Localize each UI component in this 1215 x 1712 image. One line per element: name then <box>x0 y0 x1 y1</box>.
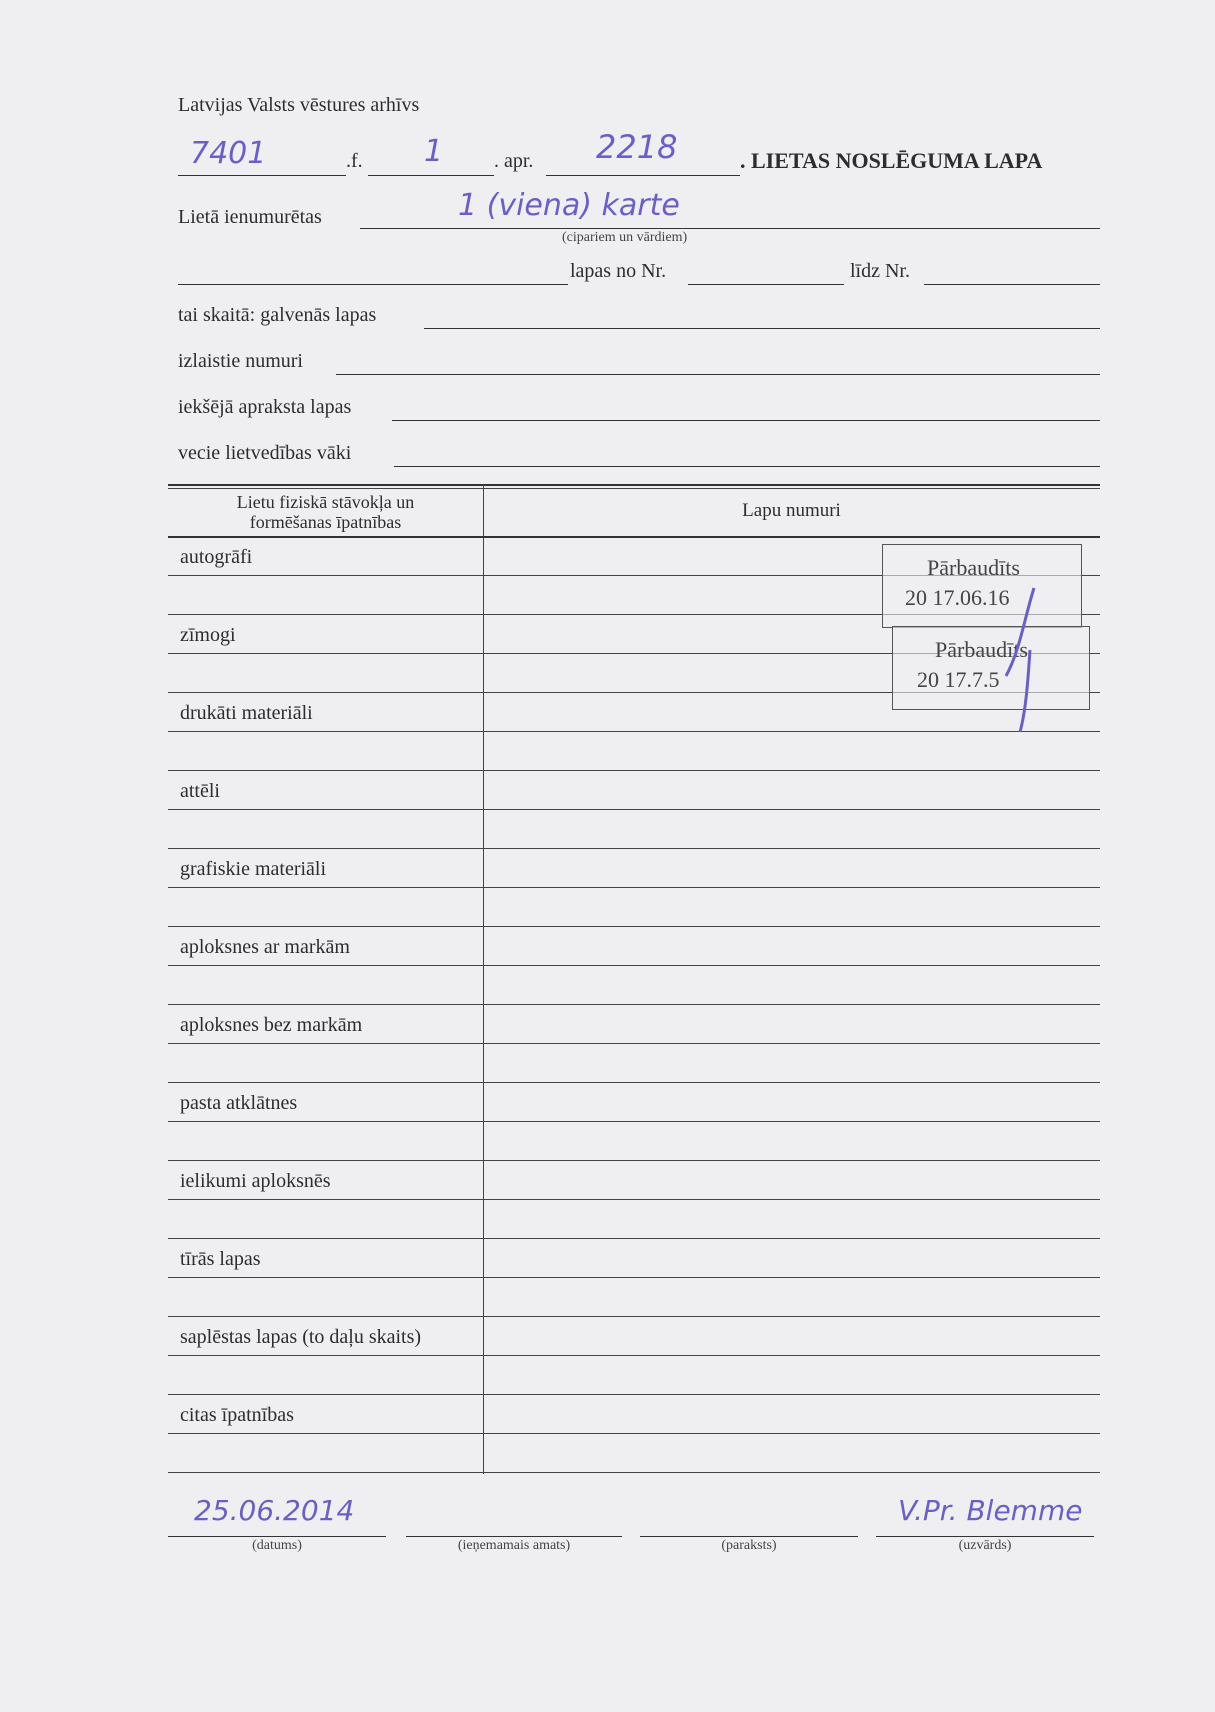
opis-handwritten: 1 <box>424 134 444 169</box>
surname-label: (uzvārds) <box>958 1538 1012 1553</box>
table-top-border <box>168 484 1100 486</box>
archive-name: Latvijas Valsts vēstures arhīvs <box>178 94 420 116</box>
table-row-line <box>168 1043 1100 1044</box>
inner-desc-label: iekšējā apraksta lapas <box>178 396 352 418</box>
position-line <box>406 1536 622 1537</box>
skipped-label: izlaistie numuri <box>178 350 303 372</box>
stamp-1-title: Pārbaudīts <box>927 555 1020 580</box>
table-row-line <box>168 1199 1100 1200</box>
table-row-label: drukāti materiāli <box>180 702 313 724</box>
case-line <box>546 175 740 176</box>
numbered-hint: (cipariem un vārdiem) <box>562 230 688 245</box>
position-label: (ieņemamais amats) <box>457 1538 571 1553</box>
page-title: . LIETAS NOSLĒGUMA LAPA <box>740 148 1043 173</box>
table-top-border-inner <box>168 488 1100 489</box>
old-covers-line <box>394 466 1100 467</box>
numbered-label: Lietā ienumurētas <box>178 206 322 228</box>
skipped-line <box>336 374 1100 375</box>
pages-from-line <box>688 284 844 285</box>
table-row-label: tīrās lapas <box>180 1248 261 1270</box>
main-pages-label: tai skaitā: galvenās lapas <box>178 304 377 326</box>
inner-desc-line <box>392 420 1100 421</box>
old-covers-label: vecie lietvedības vāki <box>178 442 352 464</box>
table-row-line <box>168 1472 1100 1473</box>
col1-header <box>168 492 483 532</box>
verified-stamp-1 <box>882 544 1082 628</box>
table-row-line <box>168 1433 1100 1434</box>
table-column-divider <box>483 484 484 1474</box>
table-row-line <box>168 965 1100 966</box>
stamp-2-date: 20 17.7.5 <box>917 667 1000 692</box>
opis-label: . apr. <box>494 150 534 172</box>
col2-header: Lapu numuri <box>742 500 841 521</box>
pages-from-label: lapas no Nr. <box>570 260 667 282</box>
numbered-line <box>360 228 1100 229</box>
table-row-line <box>168 731 1100 732</box>
table-header-border <box>168 536 1100 538</box>
pages-to-line <box>924 284 1100 285</box>
surname-line <box>876 1536 1094 1537</box>
table-row-label: citas īpatnības <box>180 1404 294 1426</box>
date-handwritten: 25.06.2014 <box>194 1494 355 1527</box>
date-line <box>168 1536 386 1537</box>
main-pages-line <box>424 328 1100 329</box>
fond-handwritten: 7401 <box>190 136 267 171</box>
case-handwritten: 2218 <box>596 128 678 166</box>
numbered-handwritten: 1 (viena) karte <box>458 188 680 223</box>
table-row-line <box>168 1160 1100 1161</box>
opis-line <box>368 175 494 176</box>
table-row-line <box>168 848 1100 849</box>
fond-line <box>178 175 346 176</box>
col1-header-line2: formēšanas īpatnības <box>249 512 402 532</box>
table-row-line <box>168 809 1100 810</box>
signature-label: (paraksts) <box>721 1538 777 1553</box>
table-row-label: grafiskie materiāli <box>180 858 327 880</box>
stamp-signature-mark <box>990 580 1050 740</box>
table-row-label: saplēstas lapas (to daļu skaits) <box>180 1326 422 1348</box>
table-row-line <box>168 1316 1100 1317</box>
table-row-label: aploksnes ar markām <box>180 936 350 958</box>
table-row-line <box>168 1394 1100 1395</box>
table-row-line <box>168 1277 1100 1278</box>
table-row-label: aploksnes bez markām <box>180 1014 363 1036</box>
table-row-label: zīmogi <box>180 624 236 646</box>
col1-header-line1: Lietu fiziskā stāvokļa un <box>236 492 415 512</box>
date-label: (datums) <box>252 1538 302 1553</box>
fond-label: .f. <box>346 150 363 172</box>
stamp-1-date: 20 17.06.16 <box>905 585 1010 610</box>
table-row-line <box>168 770 1100 771</box>
table-row-line <box>168 887 1100 888</box>
table-row-line <box>168 1082 1100 1083</box>
surname-handwritten: V.Pr. Blemme <box>898 1494 1083 1527</box>
table-row-line <box>168 1121 1100 1122</box>
pages-to-label: līdz Nr. <box>850 260 910 282</box>
table-row-line <box>168 1004 1100 1005</box>
table-row-line <box>168 926 1100 927</box>
table-row-label: attēli <box>180 780 220 802</box>
table-row-label: autogrāfi <box>180 546 253 568</box>
signature-line <box>640 1536 858 1537</box>
table-row-line <box>168 1238 1100 1239</box>
stamp-2-title: Pārbaudīts <box>935 637 1028 662</box>
table-row-label: pasta atklātnes <box>180 1092 298 1114</box>
pages-count-line <box>178 284 568 285</box>
table-row-line <box>168 1355 1100 1356</box>
table-row-label: ielikumi aploksnēs <box>180 1170 331 1192</box>
